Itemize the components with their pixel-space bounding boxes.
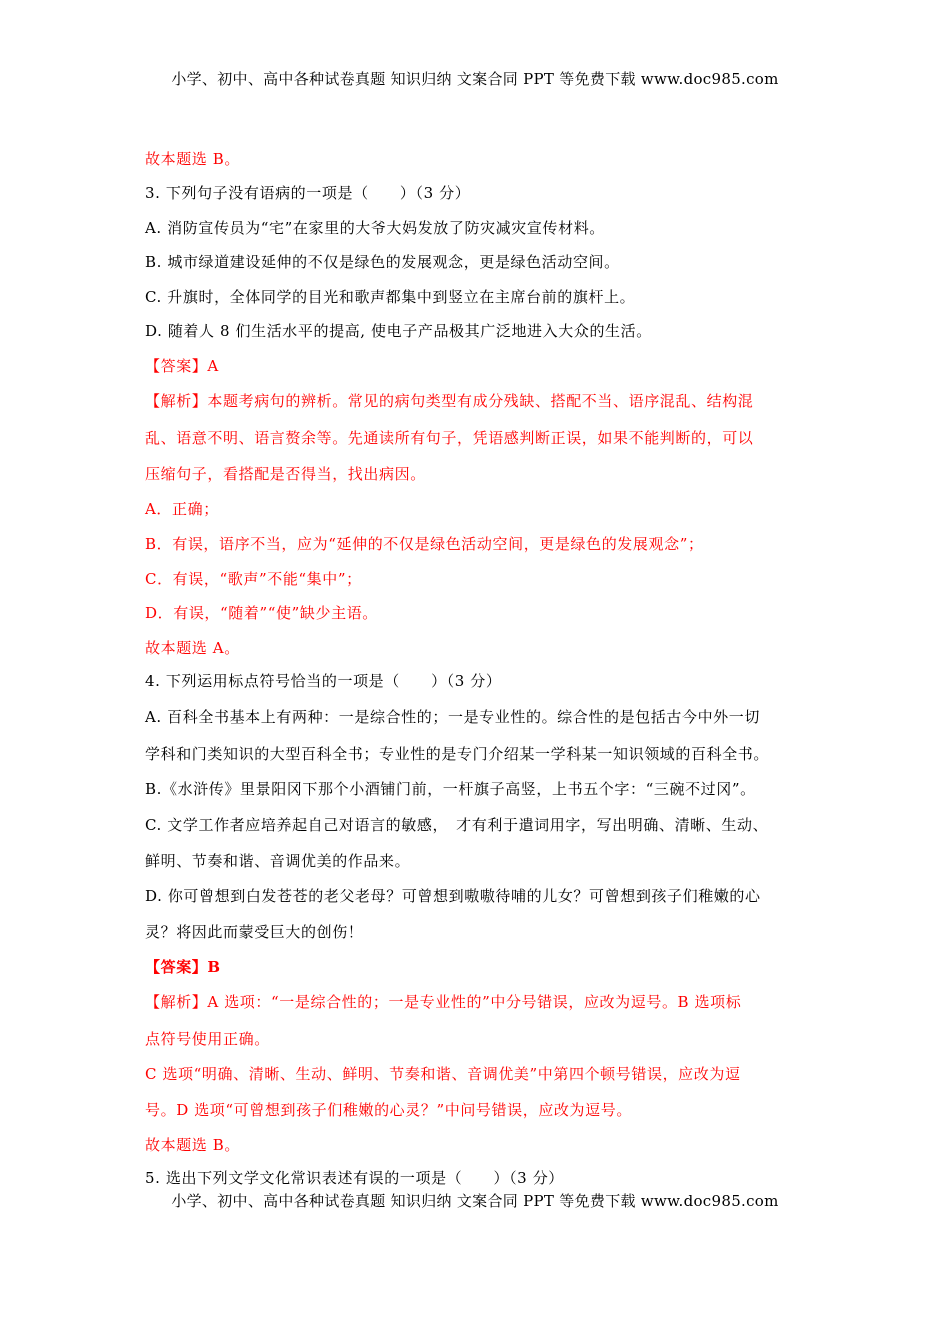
question-5-stem: 5. 选出下列文学文化常识表述有误的一项是（ ）（3 分） bbox=[145, 1169, 564, 1187]
analysis-q3-c: C．有误，“歌声”不能“集中”； bbox=[145, 570, 362, 588]
question-4-option-b: B.《水浒传》里景阳冈下那个小酒铺门前，一杆旗子高竖，上书五个字：“三碗不过冈”。 bbox=[145, 780, 756, 798]
conclusion-q4: 故本题选 B。 bbox=[145, 1136, 240, 1154]
analysis-q4-line2: 点符号使用正确。 bbox=[145, 1030, 270, 1048]
analysis-q3-b: B．有误，语序不当，应为“延伸的不仅是绿色活动空间，更是绿色的发展观念”； bbox=[145, 535, 704, 553]
question-3-stem: 3. 下列句子没有语病的一项是（ ）（3 分） bbox=[145, 184, 471, 202]
question-4-option-c-line1: C. 文学工作者应培养起自己对语言的敏感， 才有利于遣词用字，写出明确、清晰、生动、 bbox=[145, 816, 769, 834]
question-4-option-d-line1: D. 你可曾想到白发苍苍的老父老母？可曾想到嗷嗷待哺的儿女？可曾想到孩子们稚嫩的心 bbox=[145, 887, 761, 905]
conclusion-q3: 故本题选 A。 bbox=[145, 639, 240, 657]
question-4-stem: 4. 下列运用标点符号恰当的一项是（ ）（3 分） bbox=[145, 672, 502, 690]
analysis-q3-d: D．有误，“随着”“使”缺少主语。 bbox=[145, 604, 378, 622]
analysis-q3-line3: 压缩句子，看搭配是否得当，找出病因。 bbox=[145, 465, 426, 483]
analysis-q3-a: A．正确； bbox=[145, 500, 219, 518]
conclusion-q2: 故本题选 B。 bbox=[145, 150, 240, 168]
page-footer: 小学、初中、高中各种试卷真题 知识归纳 文案合同 PPT 等免费下载 www.doc985.com bbox=[171, 1192, 779, 1210]
question-4-option-a-line1: A. 百科全书基本上有两种：一是综合性的；一是专业性的。综合性的是包括古今中外一切 bbox=[145, 708, 760, 726]
page-header: 小学、初中、高中各种试卷真题 知识归纳 文案合同 PPT 等免费下载 www.doc985.com bbox=[171, 70, 779, 88]
analysis-q3-line1: 【解析】本题考病句的辨析。常见的病句类型有成分残缺、搭配不当、语序混乱、结构混 bbox=[145, 392, 754, 410]
question-3-option-c: C. 升旗时，全体同学的目光和歌声都集中到竖立在主席台前的旗杆上。 bbox=[145, 288, 636, 306]
question-3-option-d: D. 随着人 8 们生活水平的提高, 使电子产品极其广泛地进入大众的生活。 bbox=[145, 322, 652, 340]
question-3-option-b: B. 城市绿道建设延伸的不仅是绿色的发展观念，更是绿色活动空间。 bbox=[145, 253, 620, 271]
analysis-q4-line3: C 选项“明确、清晰、生动、鲜明、节奏和谐、音调优美”中第四个顿号错误，应改为逗 bbox=[145, 1065, 741, 1083]
analysis-q4-line1: 【解析】A 选项：“一是综合性的；一是专业性的”中分号错误，应改为逗号。B 选项标 bbox=[145, 993, 742, 1011]
answer-q4: 【答案】B bbox=[145, 958, 221, 976]
analysis-q4-line4: 号。D 选项“可曾想到孩子们稚嫩的心灵？”中问号错误，应改为逗号。 bbox=[145, 1101, 632, 1119]
question-4-option-a-line2: 学科和门类知识的大型百科全书；专业性的是专门介绍某一学科某一知识领域的百科全书。 bbox=[145, 745, 770, 763]
question-4-option-d-line2: 灵？将因此而蒙受巨大的创伤！ bbox=[145, 923, 364, 941]
answer-q3: 【答案】A bbox=[145, 357, 219, 375]
question-3-option-a: A. 消防宣传员为“宅”在家里的大爷大妈发放了防灾减灾宣传材料。 bbox=[145, 219, 605, 237]
analysis-q3-line2: 乱、语意不明、语言赘余等。先通读所有句子，凭语感判断正误，如果不能判断的，可以 bbox=[145, 429, 754, 447]
question-4-option-c-line2: 鲜明、节奏和谐、音调优美的作品来。 bbox=[145, 852, 411, 870]
